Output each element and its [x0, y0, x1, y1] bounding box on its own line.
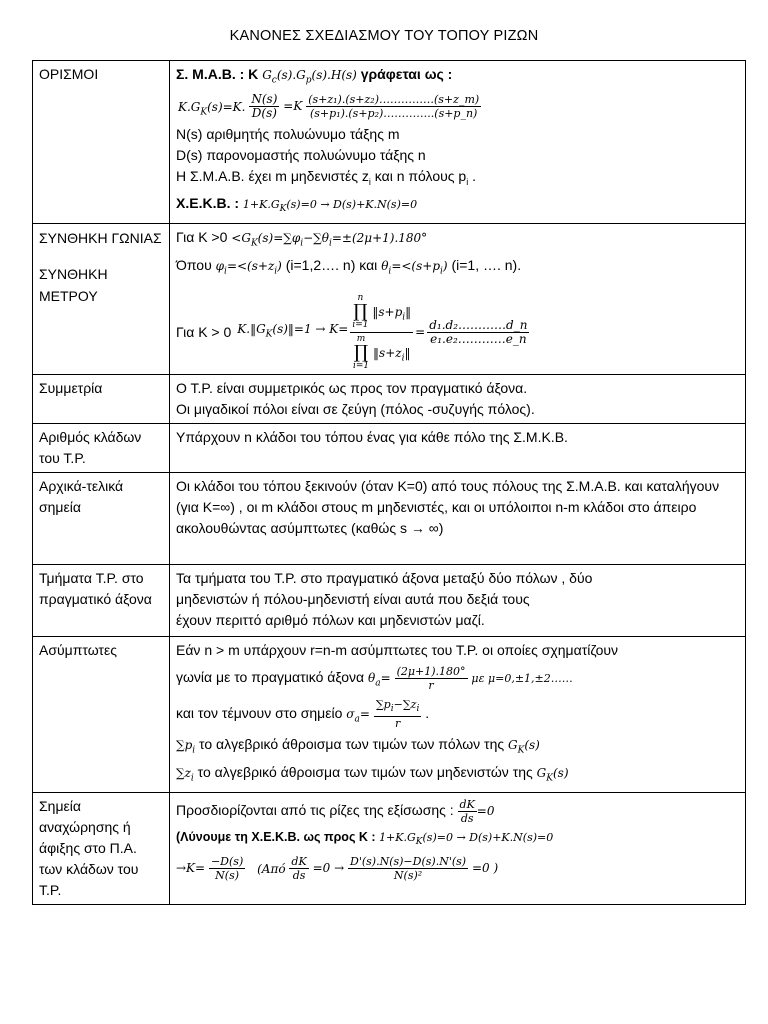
- root-locus-rules-table: [32, 60, 746, 905]
- table-row: [33, 375, 746, 424]
- table-row: [33, 473, 746, 565]
- row-content: Προσδιορίζονται από τις ρίζες της εξίσωσης : $\frac{dK}{ds}$ =0 (Λύνουμε τη Χ.Ε.Κ.Β. ως προς Κ : $1+K.G_K(s)=0 \to D(s)+K.N(s)=0$ →K= $\frac{-D(s)}{N(s)}$ (Από $\frac{dK}{ds}$ =0 → $\frac{D'(s).N(s)-D(s).N'(s)}{\text{N(s)²}}$ =0 ): [170, 793, 746, 905]
- table-row: [33, 224, 746, 375]
- table-row: [33, 637, 746, 793]
- line-zeros: Η Σ.Μ.Α.Β. έχει m μηδενιστές $z_i$ και n πόλους $p_i$ .: [176, 168, 476, 188]
- row-content: Ο Τ.Ρ. είναι συμμετρικός ως προς τον πραγματικό άξονα. Οι μιγαδικοί πόλοι είναι σε ζεύγη (πόλος -συζυγής πόλος).: [170, 375, 746, 424]
- row-term: Αριθμός κλάδων του Τ.Ρ.: [33, 424, 170, 473]
- row-content: Για $K >0 <G_K(s)=\sum\varphi_i-\sum\theta_i=\pm(2\mu+1).180^\circ$ Όπου $\varphi_i=<(s+z_i)$ (i=1,2…. n) και $\theta_i=<(s+p_i)$ (i=1, …. n). Για Κ > 0 $K.‖G_K(s)‖=1 \to K=$ n ∏ i=1 $‖s+p_i‖$ m ∏ i=1 $‖s+z_i‖$ = $\frac{\text{d₁.d₂…………d\_n}}{\text{e₁.e₂…………e\_n}}$: [170, 224, 746, 375]
- row-content: Οι κλάδοι του τόπου ξεκινούν (όταν Κ=0) από τους πόλους της Σ.Μ.Α.Β. και καταλήγουν (για Κ=∞) , οι m κλάδοι στους m μηδενιστές, και οι υπόλοιποι n-m κλάδοι στο άπειρο ακολουθώντας ασύμπτωτες (καθώς s → ∞): [170, 473, 746, 565]
- xekb-label: Χ.Ε.Κ.Β.: [176, 195, 231, 212]
- row-content: Υπάρχουν n κλάδοι του τόπου ένας για κάθε πόλο της Σ.Μ.Κ.Β.: [170, 424, 746, 473]
- row-term: Αρχικά-τελικά σημεία: [33, 473, 170, 565]
- table-row: [33, 565, 746, 637]
- row-term: ΣΥΝΘΗΚΗ ΓΩΝΙΑΣ ΣΥΝΘΗΚΗ ΜΕΤΡΟΥ: [33, 224, 170, 375]
- table-row: [33, 424, 746, 473]
- row-term: Τμήματα Τ.Ρ. στο πραγματικό άξονα: [33, 565, 170, 637]
- row-term: ΟΡΙΣΜΟΙ: [33, 61, 170, 224]
- smab-label: Σ. Μ.Α.Β.: [176, 66, 236, 82]
- row-content: Εάν n > m υπάρχουν r=n-m ασύμπτωτες του Τ.Ρ. οι οποίες σχηματίζουν γωνία με το πραγματικό άξονα $\theta_a=$ $\frac{(2\mu+1).180^\circ}{r}$ με μ=0,±1,±2…… και τον τέμνουν στο σημείο $\sigma_a=$ $\frac{\sum p_i-\sum z_i}{r}$ . $\sum p_i$ το αλγεβρικό άθροισμα των τιμών των πόλων της $G_K(s)$ $\sum z_i$ το αλγεβρικό άθροισμα των τιμών των μηδενιστών της $G_K(s)$: [170, 637, 746, 793]
- row-term: Ασύμπτωτες: [33, 637, 170, 793]
- line-d: D(s) παρονομαστής πολυώνυμο τάξης n: [176, 147, 426, 164]
- table-row: [33, 793, 746, 905]
- page-title: ΚΑΝΟΝΕΣ ΣΧΕΔΙΑΣΜΟΥ ΤΟΥ ΤΟΠΟΥ ΡΙΖΩΝ: [229, 28, 539, 44]
- row-term: Συμμετρία: [33, 375, 170, 424]
- row-content: Τα τμήματα του Τ.Ρ. στο πραγματικό άξονα μεταξύ δύο πόλων , δύο μηδενιστών ή πόλου-μηδενιστή είναι αυτά που δεξιά τους έχουν περιττό αριθμό πόλων και μηδενιστών μαζί.: [170, 565, 746, 637]
- line-n: N(s) αριθμητής πολυώνυμο τάξης m: [176, 126, 400, 143]
- row-content: Σ. Μ.Α.Β. : Κ $G_c(s).G_p(s).H(s)$ γράφεται ως : $K.G_K(s)=K$. $\frac{N(s)}{D(s)}$ =K $\frac{\text{(s+z₁).(s+z₂)……………(s+z\_m)}}{\text{(s+p₁).(s+p₂)…………..(s+p\_n)}}$ N(s) αριθμητής πολυώνυμο τάξης m D(s) παρονομαστής πολυώνυμο τάξης n Η Σ.Μ.Α.Β. έχει m μηδενιστές $z_i$ και n πόλους $p_i$ . Χ.Ε.Κ.Β. : $1+K.G_K(s)=0 \to D(s)+K.N(s)=0$: [170, 61, 746, 224]
- row-term: Σημεία αναχώρησης ή άφιξης στο Π.Α. των κλάδων του Τ.Ρ.: [33, 793, 170, 905]
- table-row: [33, 61, 746, 224]
